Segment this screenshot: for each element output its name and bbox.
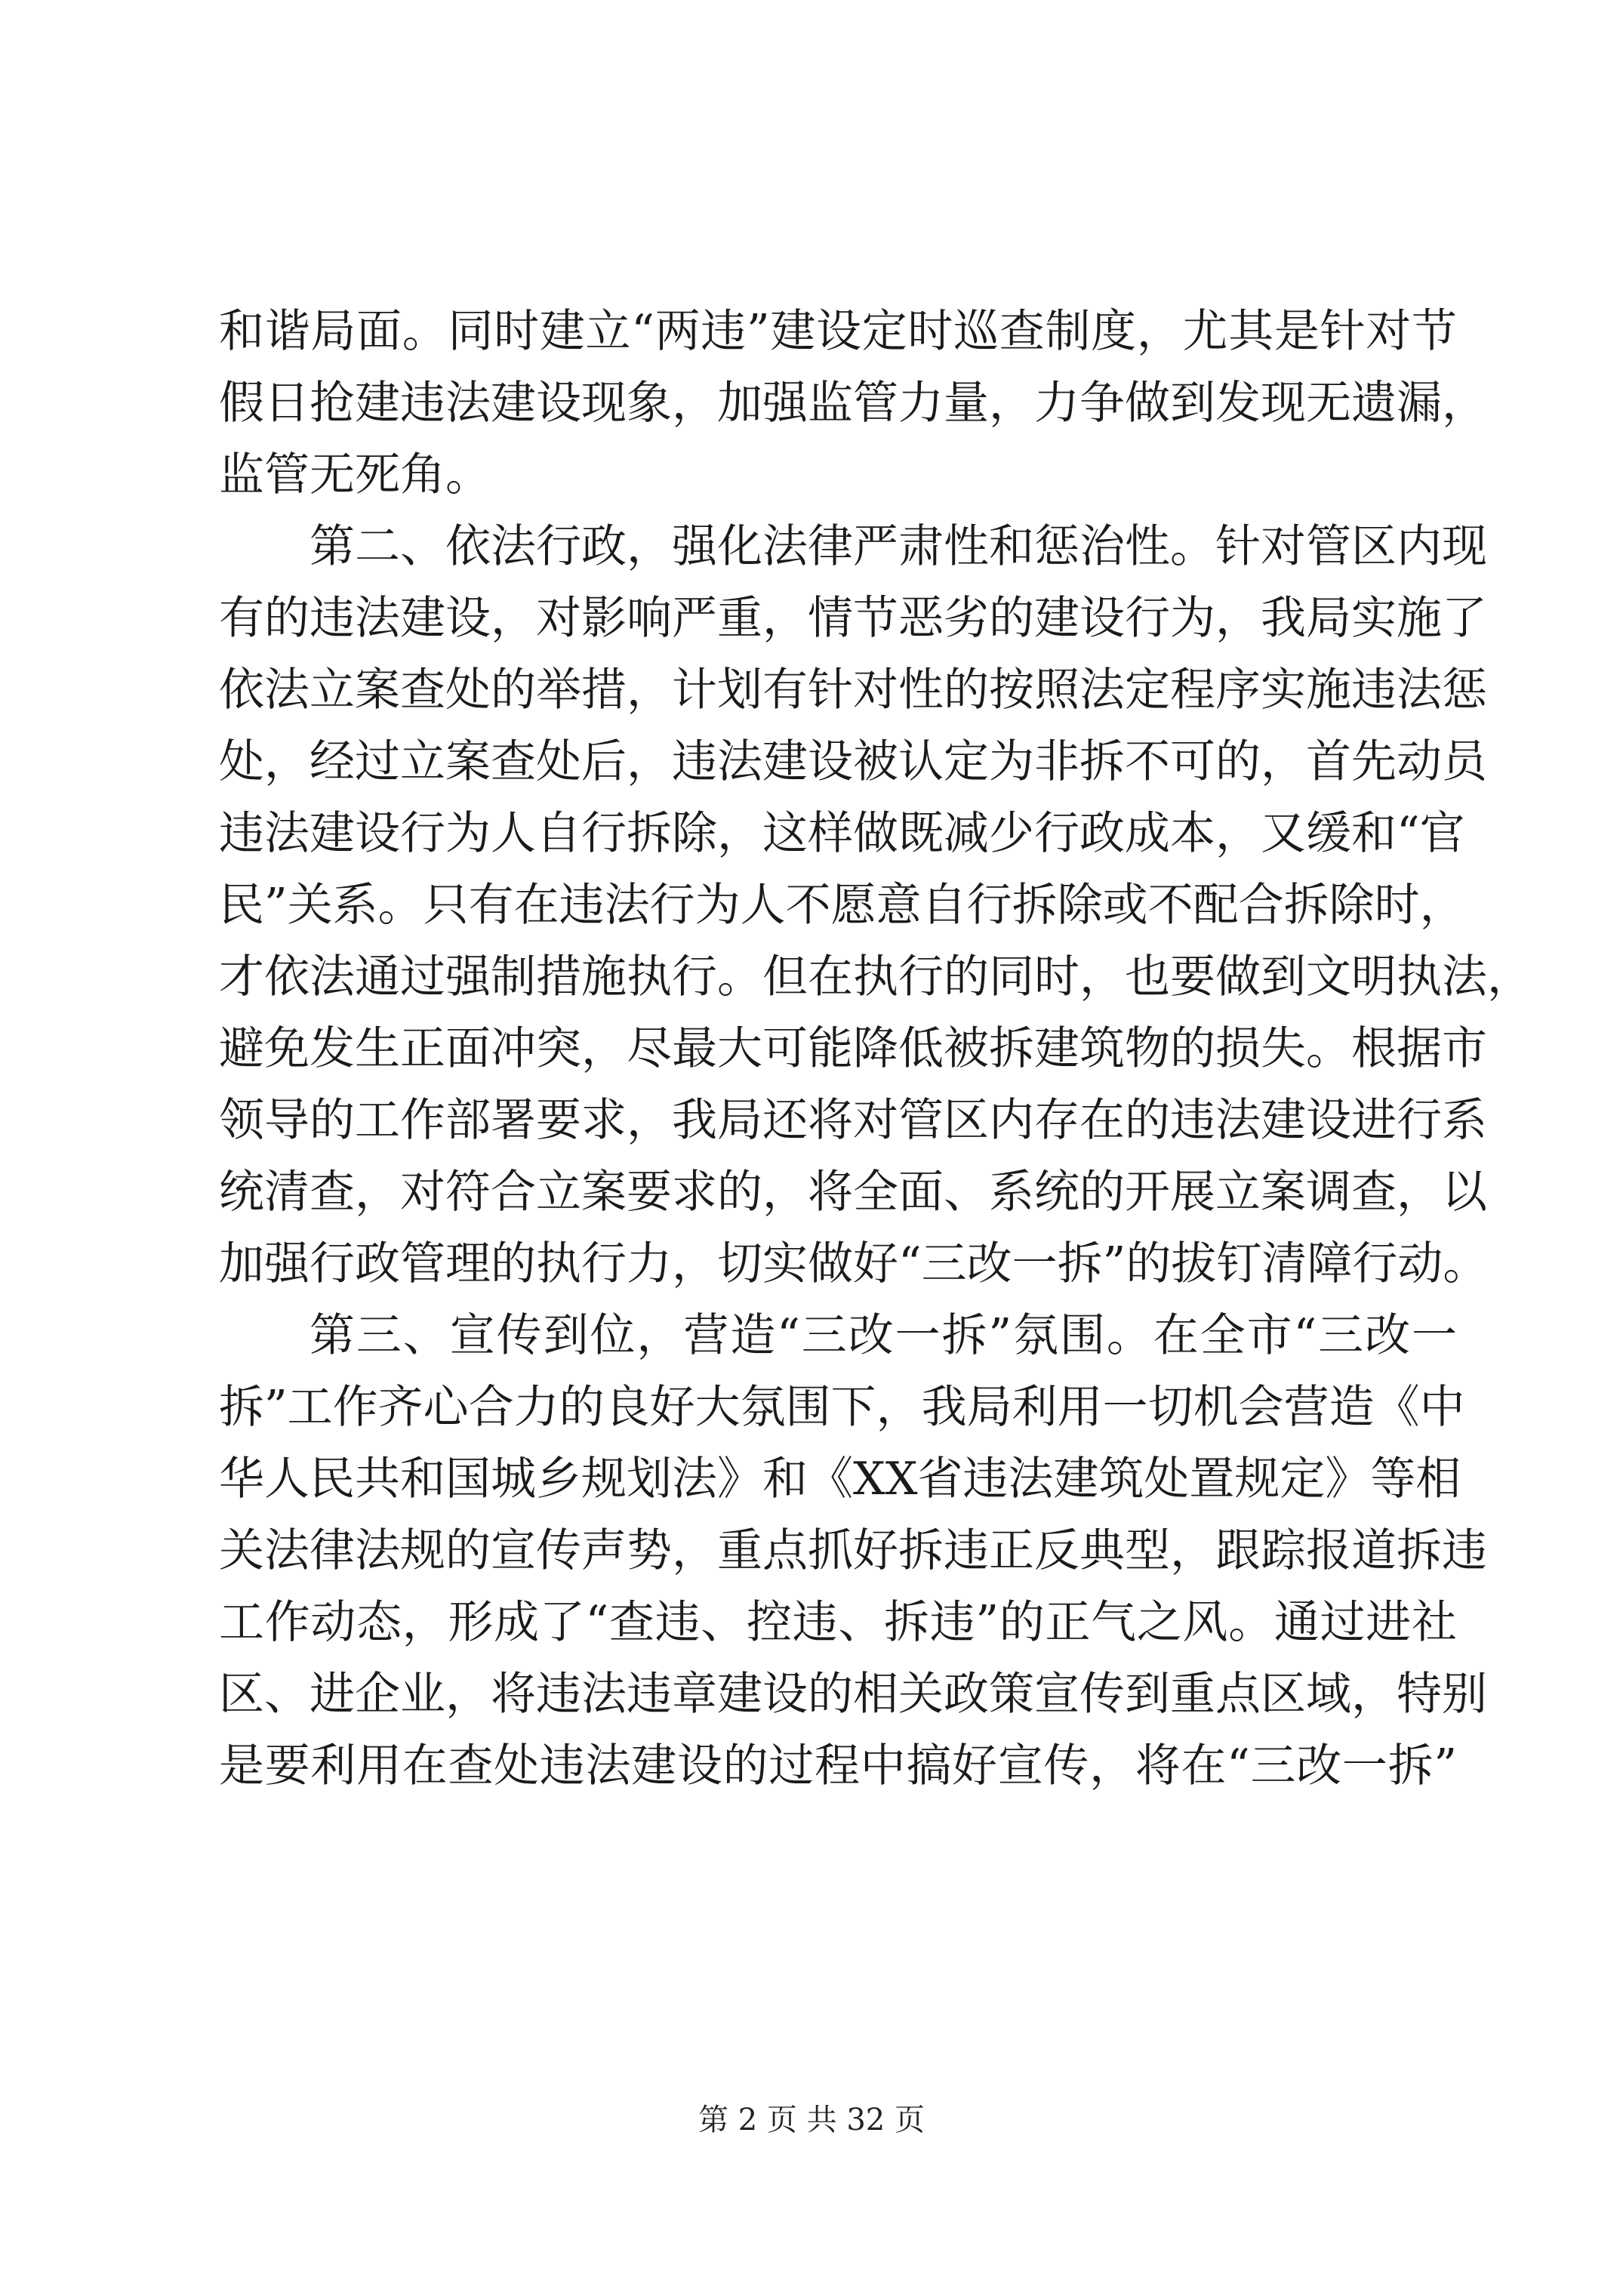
paragraph-2 — [219, 511, 1532, 1300]
text-line: 监管无死角。 — [219, 448, 491, 501]
text-line: 统清查，对符合立案要求的，将全面、系统的开展立案调查，以 — [219, 1166, 1487, 1219]
text-line: 民”关系。只有在违法行为人不愿意自行拆除或不配合拆除时， — [219, 879, 1465, 932]
text-line: 和谐局面。同时建立“两违”建设定时巡查制度，尤其是针对节 — [219, 305, 1457, 358]
paragraph-1 — [219, 296, 1487, 511]
page-number-footer: 第 2 页 共 32 页 — [698, 2103, 925, 2137]
text-line: 关法律法规的宣传声势，重点抓好拆违正反典型，跟踪报道拆违 — [219, 1524, 1487, 1577]
text-line: 加强行政管理的执行力，切实做好“三改一拆”的拔钉清障行动。 — [219, 1237, 1489, 1290]
text-line: 第三、宣传到位，营造“三改一拆”氛围。在全市“三改一 — [310, 1309, 1457, 1362]
text-line: 是要利用在查处违法建设的过程中搞好宣传，将在“三改一拆” — [219, 1740, 1457, 1792]
text-line: 工作动态，形成了“查违、控违、拆违”的正气之风。通过进社 — [219, 1596, 1457, 1649]
text-line: 领导的工作部署要求，我局还将对管区内存在的违法建设进行系 — [219, 1094, 1487, 1147]
text-line: 处，经过立案查处后，违法建设被认定为非拆不可的，首先动员 — [219, 735, 1487, 788]
text-line: 违法建设行为人自行拆除，这样做既减少行政成本，又缓和“官 — [219, 807, 1465, 860]
text-line: 区、进企业，将违法违章建设的相关政策宣传到重点区域，特别 — [219, 1668, 1487, 1721]
text-line: 有的违法建设，对影响严重，情节恶劣的建设行为，我局实施了 — [219, 592, 1487, 645]
text-line: 第二、依法行政，强化法律严肃性和惩治性。针对管区内现 — [310, 520, 1487, 573]
text-line: 避免发生正面冲突，尽最大可能降低被拆建筑物的损失。根据市 — [219, 1022, 1487, 1075]
paragraph-3 — [219, 1300, 1487, 1802]
text-line: 拆”工作齐心合力的良好大氛围下，我局利用一切机会营造《中 — [219, 1381, 1465, 1434]
text-line: 才依法通过强制措施执行。但在执行的同时，也要做到文明执法， — [219, 951, 1532, 1003]
text-line: 依法立案查处的举措，计划有针对性的按照法定程序实施违法惩 — [219, 664, 1487, 717]
document-body — [219, 296, 1532, 1802]
text-line: 假日抢建违法建设现象，加强监管力量，力争做到发现无遗漏， — [219, 377, 1487, 430]
text-line: 华人民共和国城乡规划法》和《XX省违法建筑处置规定》等相 — [219, 1453, 1461, 1505]
